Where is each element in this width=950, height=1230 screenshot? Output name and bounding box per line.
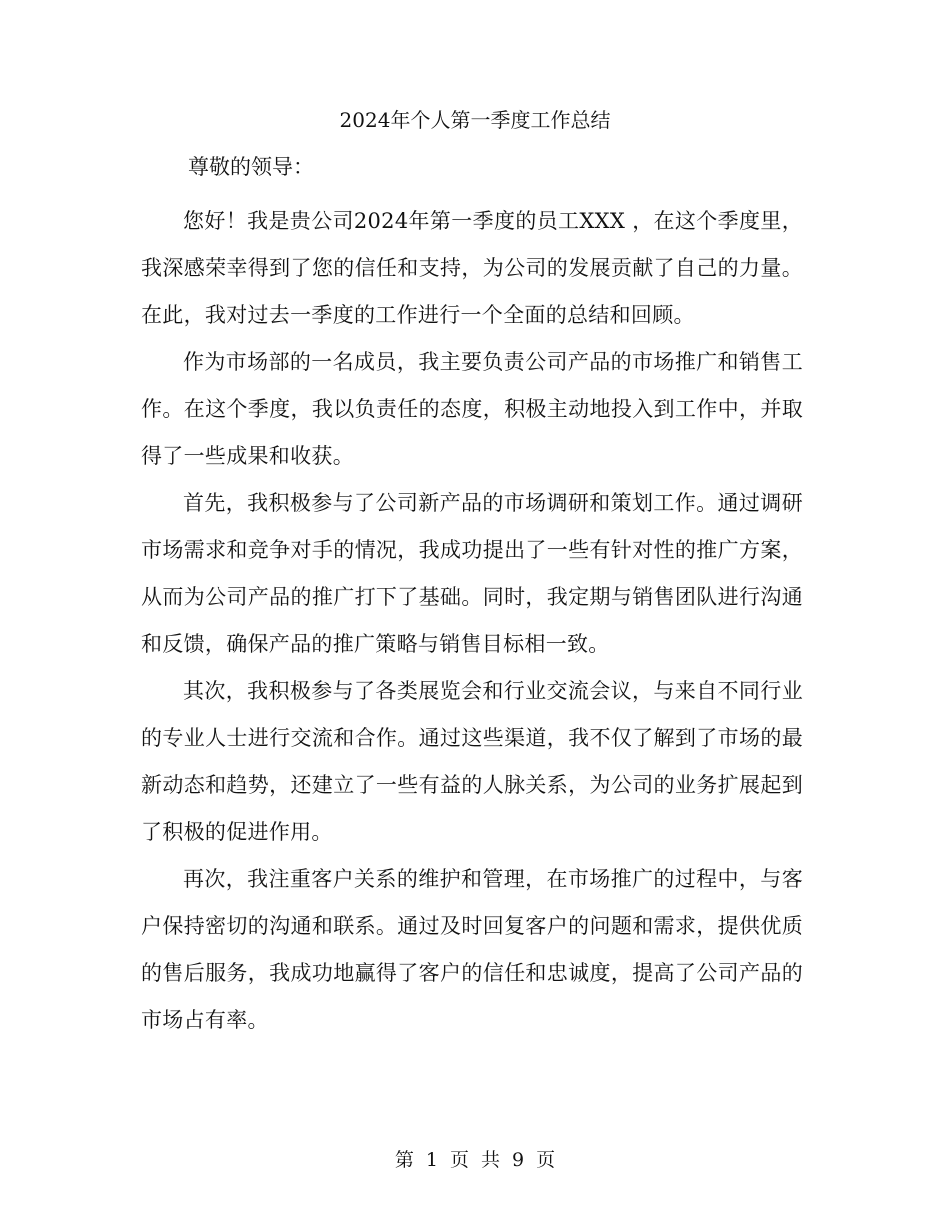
- paragraph-second: 其次，我积极参与了各类展览会和行业交流会议，与来自不同行业的专业人士进行交流和合作。通过这些渠道，我不仅了解到了市场的最新动态和趋势，还建立了一些有益的人脉关系，为公司的业务扩展起到了积极的促进作用。: [141, 679, 803, 844]
- page-number-footer: 第 1 页 共 9 页: [394, 1149, 556, 1171]
- paragraph-role: 作为市场部的一名成员，我主要负责公司产品的市场推广和销售工作。在这个季度，我以负责任的态度，积极主动地投入到工作中，并取得了一些成果和收获。: [141, 350, 803, 468]
- paragraph-first: 首先，我积极参与了公司新产品的市场调研和策划工作。通过调研市场需求和竞争对手的情况，我成功提出了一些有针对性的推广方案，从而为公司产品的推广打下了基础。同时，我定期与销售团队进行沟通和反馈，确保产品的推广策略与销售目标相一致。: [141, 491, 803, 656]
- document-title: 2024年个人第一季度工作总结: [339, 108, 611, 132]
- paragraph-greeting: 您好！我是贵公司2024年第一季度的员工XXX ，在这个季度里，我深感荣幸得到了您的信任和支持，为公司的发展贡献了自己的力量。在此，我对过去一季度的工作进行一个全面的总结和回顾。: [141, 209, 803, 327]
- salutation: 尊敬的领导：: [188, 155, 314, 179]
- document-body: [141, 198, 803, 1044]
- paragraph-third: 再次，我注重客户关系的维护和管理，在市场推广的过程中，与客户保持密切的沟通和联系。通过及时回复客户的问题和需求，提供优质的售后服务，我成功地赢得了客户的信任和忠诚度，提高了公司产品的市场占有率。: [141, 867, 803, 1032]
